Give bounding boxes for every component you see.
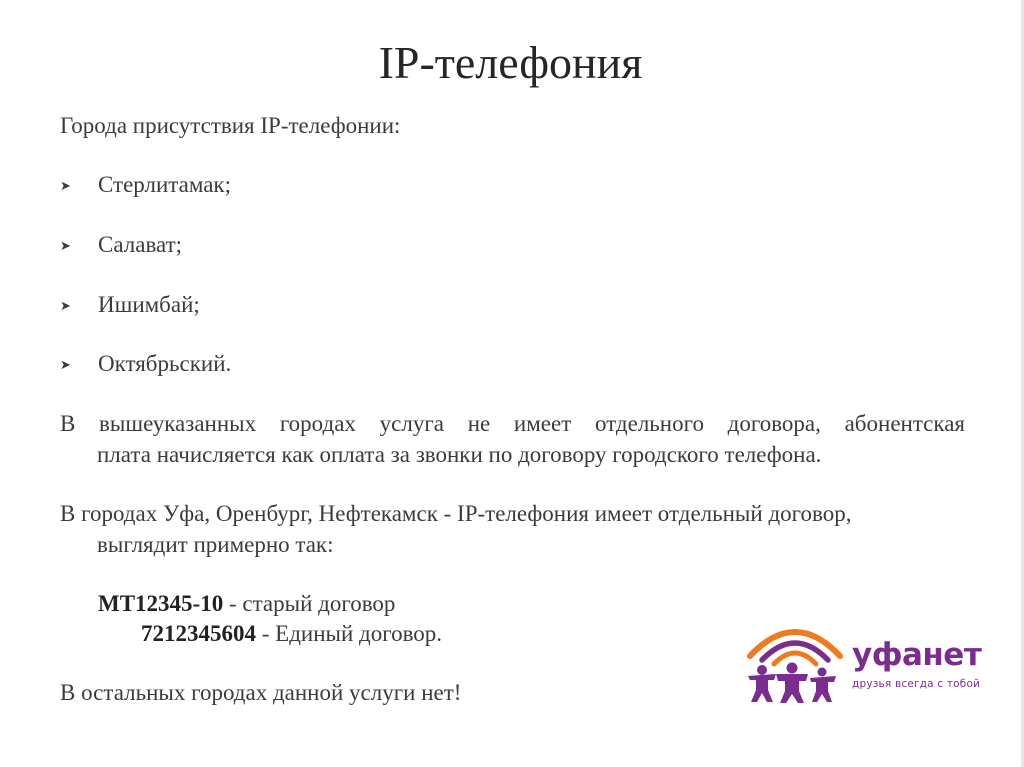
page-title: IP-телефония <box>378 37 643 88</box>
contract-description: - старый договор <box>223 591 396 616</box>
paragraph-line: выглядит примерно так: <box>97 532 334 557</box>
logo-wordmark: уфанет <box>852 637 982 673</box>
city-name: Салават; <box>98 232 183 257</box>
logo-slogan: друзья всегда с тобой <box>852 678 981 690</box>
chevron-right-icon: ➤ <box>60 179 71 194</box>
intro-text: Города присутствия IP-телефонии: <box>60 113 401 138</box>
contract-description: - Единый договор. <box>256 621 443 646</box>
chevron-right-icon: ➤ <box>60 299 71 314</box>
chevron-right-icon: ➤ <box>60 358 71 373</box>
contract-example-new <box>141 619 442 649</box>
city-name: Октябрьский. <box>98 351 232 376</box>
paragraph-line: плата начисляется как оплата за звонки по договору городского телефона. <box>97 442 822 467</box>
contract-number: МТ12345-10 <box>98 591 224 616</box>
family-arcs-icon <box>740 616 852 706</box>
chevron-right-icon: ➤ <box>60 239 71 254</box>
paragraph-line: В вышеуказанных городах услуга не имеет отдельного договора, абонентская <box>60 411 965 436</box>
contract-number: 7212345604 <box>141 621 256 646</box>
contract-example-old <box>98 589 395 619</box>
paragraph-separate-contract <box>60 498 965 560</box>
ufanet-logo <box>740 616 1000 706</box>
paragraph-line: В городах Уфа, Оренбург, Нефтекамск - IP-телефония имеет отдельный договор, <box>60 501 852 526</box>
footer-note: В остальных городах данной услуги нет! <box>60 680 462 705</box>
city-name: Ишимбай; <box>98 292 200 317</box>
city-name: Стерлитамак; <box>98 172 231 197</box>
paragraph-no-contract <box>60 408 965 470</box>
